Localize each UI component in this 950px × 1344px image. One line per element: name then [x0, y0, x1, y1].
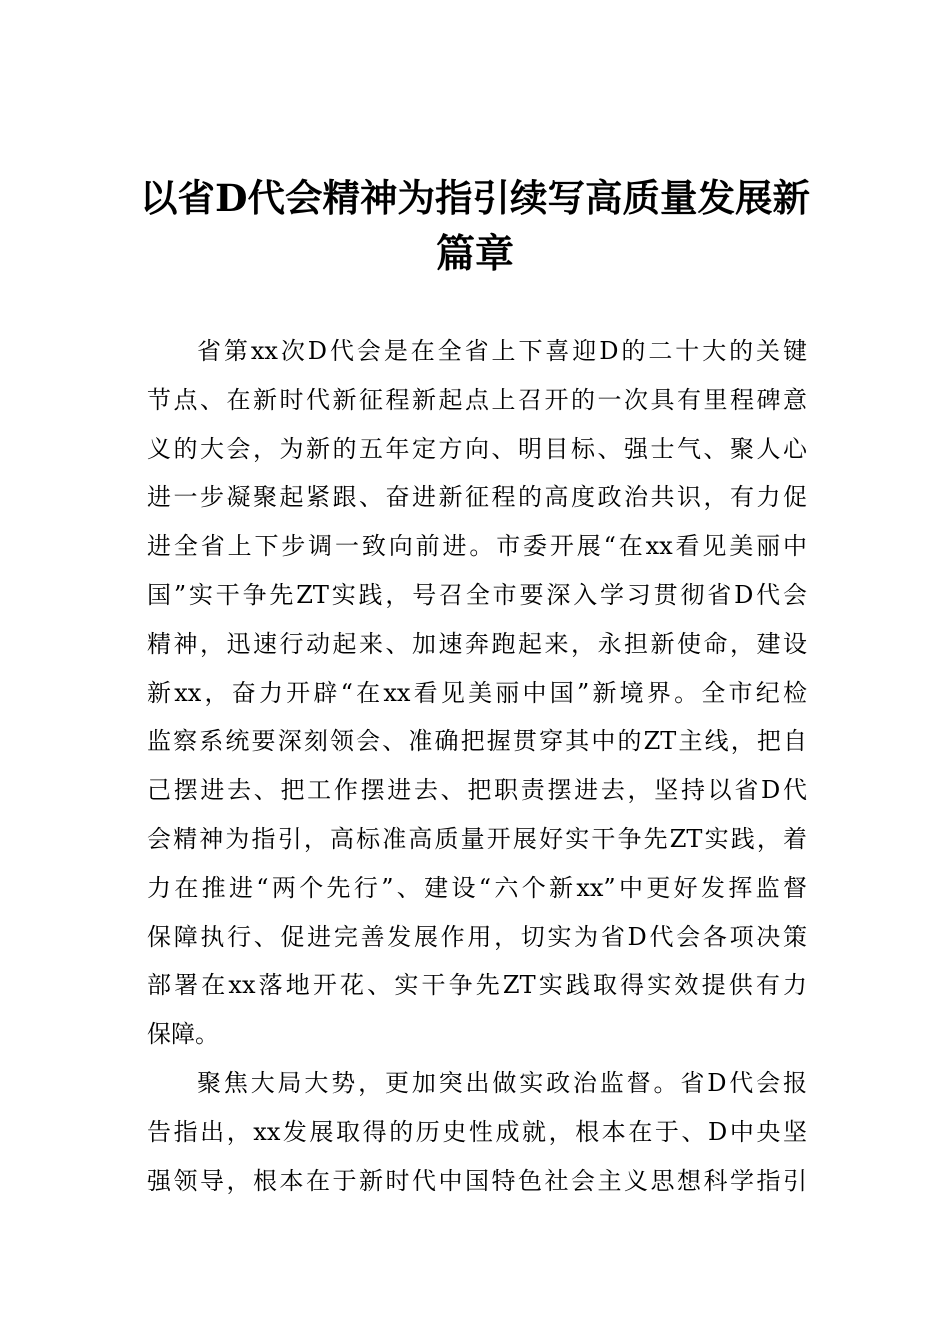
title-line: 篇章 — [435, 231, 514, 277]
paragraph-line: 聚焦大局大势，更加突出做实政治监督。省D代会报 — [197, 1068, 807, 1097]
paragraph-line: 义的大会，为新的五年定方向、明目标、强士气、聚人心 — [147, 434, 807, 463]
paragraph-line: 保障。 — [147, 1020, 219, 1049]
paragraph-line: 进全省上下步调一致向前进。市委开展“在xx看见美丽中 — [147, 532, 807, 561]
paragraph-line: 省第xx次D代会是在全省上下喜迎D的二十大的关键 — [197, 337, 807, 365]
paragraph-1 — [147, 327, 807, 1059]
paragraph-line: 新xx，奋力开辟“在xx看见美丽中国”新境界。全市纪检 — [147, 678, 807, 707]
paragraph-line: 国”实干争先ZT实践，号召全市要深入学习贯彻省D代会 — [147, 580, 807, 609]
paragraph-line: 监察系统要深刻领会、准确把握贯穿其中的ZT主线，把自 — [147, 727, 807, 756]
paragraph-2 — [147, 1059, 807, 1205]
paragraph-line: 力在推进“两个先行”、建设“六个新xx”中更好发挥监督 — [147, 873, 807, 902]
paragraph-line: 进一步凝聚起紧跟、奋进新征程的高度政治共识，有力促 — [147, 483, 807, 512]
paragraph-line: 部署在xx落地开花、实干争先ZT实践取得实效提供有力 — [147, 971, 807, 1000]
paragraph-line: 保障执行、促进完善发展作用，切实为省D代会各项决策 — [147, 922, 807, 951]
paragraph-line: 己摆进去、把工作摆进去、把职责摆进去，坚持以省D代 — [147, 776, 807, 805]
paragraph-line: 精神，迅速行动起来、加速奔跑起来，永担新使命，建设 — [147, 629, 807, 658]
paragraph-line: 告指出，xx发展取得的历史性成就，根本在于、D中央坚 — [147, 1117, 807, 1146]
paragraph-line: 节点、在新时代新征程新起点上召开的一次具有里程碑意 — [147, 385, 807, 414]
paragraph-line: 强领导，根本在于新时代中国特色社会主义思想科学指引 — [147, 1166, 807, 1195]
document-title — [140, 170, 810, 282]
title-line: 以省D代会精神为指引续写高质量发展新 — [140, 176, 811, 220]
paragraph-line: 会精神为指引，高标准高质量开展好实干争先ZT实践，着 — [147, 824, 807, 853]
document-body — [147, 327, 807, 1205]
